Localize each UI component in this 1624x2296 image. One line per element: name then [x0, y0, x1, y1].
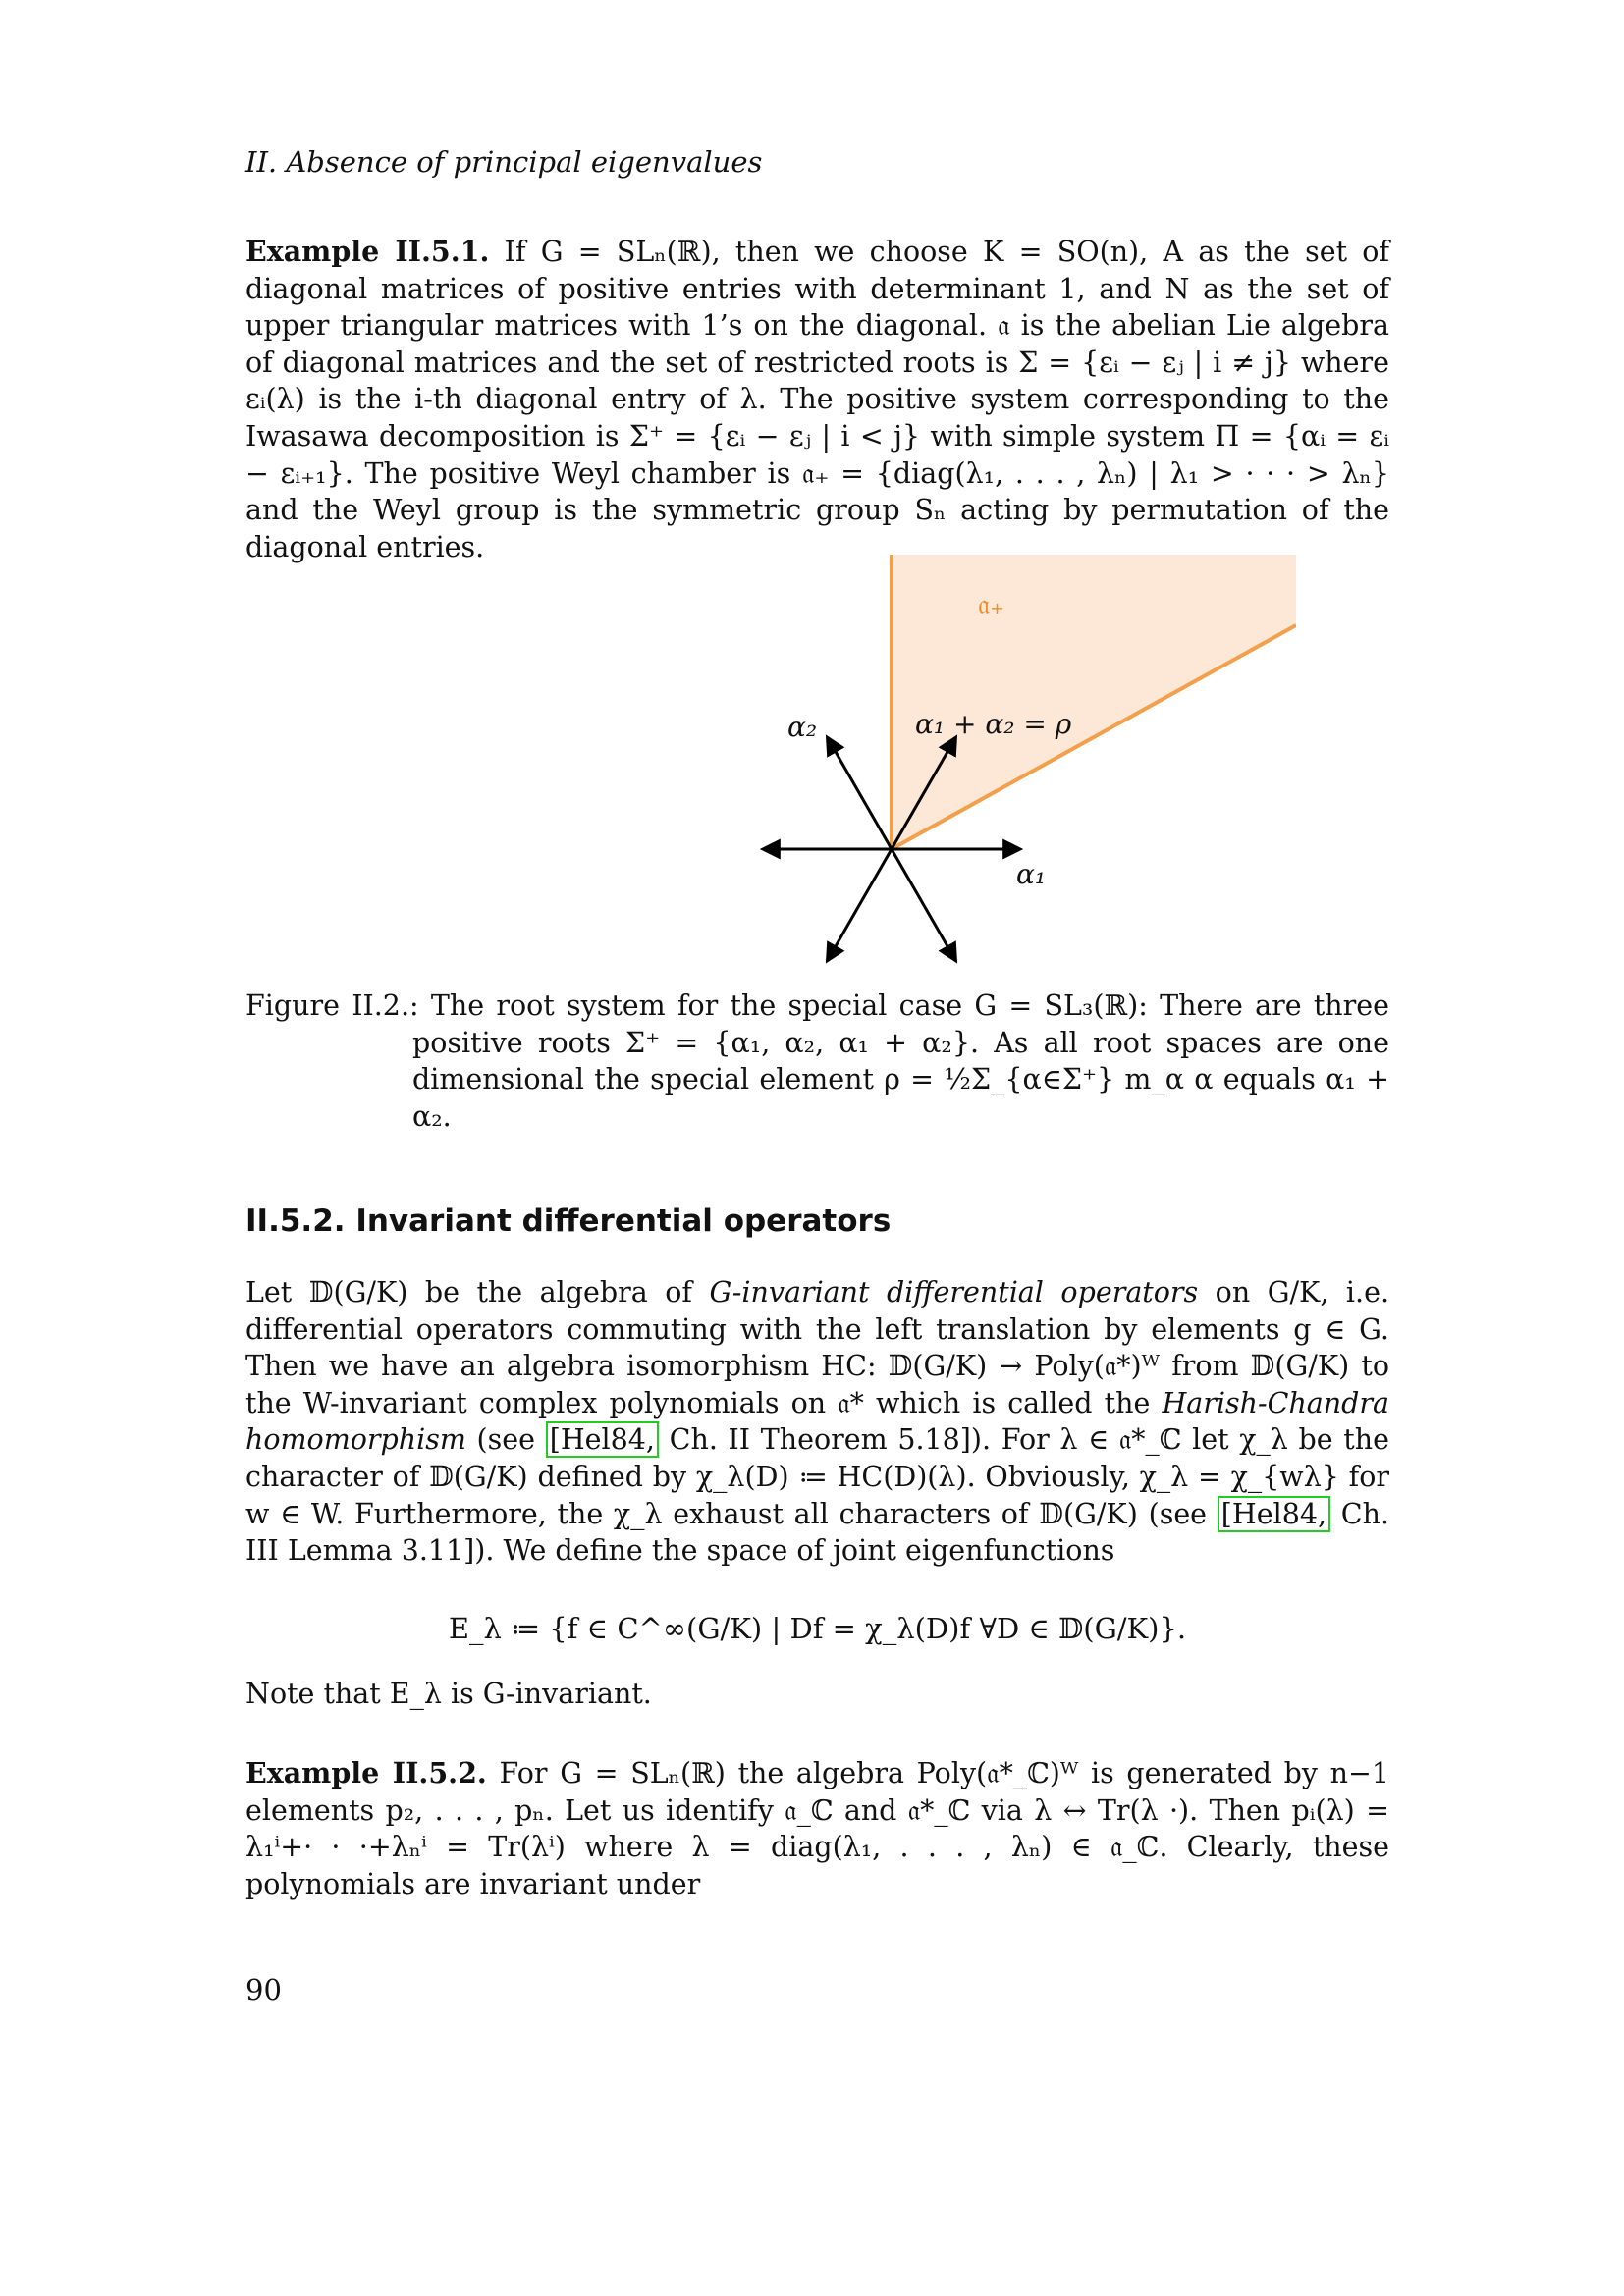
text-run: (see — [465, 1423, 546, 1457]
alpha1-label: α₁ — [1016, 858, 1047, 890]
weyl-chamber-region — [892, 555, 1296, 849]
paragraph-invariant-operators — [245, 1274, 1389, 1570]
chamber-label: 𝔞₊ — [978, 588, 1004, 620]
rho-label: α₁ + α₂ = ρ — [915, 708, 1072, 740]
running-head: II. Absence of principal eigenvalues — [245, 145, 763, 179]
figure-caption — [245, 988, 1389, 1135]
alpha2-label: α₂ — [787, 711, 818, 743]
display-equation: E_λ ≔ {f ∈ C^∞(G/K) | Df = χ_λ(D)f ∀D ∈ 𝔻(G/K)}. — [448, 1612, 1187, 1645]
text-run: Ch. III Lemma 3.11]). We define the space of joint eigenfunctions — [245, 1497, 1390, 1568]
example-body: If G = SLₙ(ℝ), then we choose K = SO(n), A as the set of diagonal matrices of positive entries with determinant 1, and N as the set of upper triangular matrices with 1’s on the diagonal. 𝔞 is the abelian Lie algebra of diagonal matrices and the set of restricted roots is Σ = {εᵢ − εⱼ | i ≠ j} where εᵢ(λ) is the i-th diagonal entry of λ. The positive system corresponding to the Iwasawa decomposition is Σ⁺ = {εᵢ − εⱼ | i < j} with simple system Π = {αᵢ = εᵢ − εᵢ₊₁}. The positive Weyl chamber is 𝔞₊ = {diag(λ₁, . . . , λₙ) | λ₁ > · · · > λₙ} and the Weyl group is the symmetric group Sₙ acting by permutation of the diagonal entries. — [245, 236, 1389, 563]
example-label: Example II.5.2. — [245, 1756, 487, 1789]
root-arrow-neg-rho — [828, 849, 892, 960]
citation-link-hel84[interactable]: [Hel84, — [1218, 1496, 1330, 1532]
example-label: Example II.5.1. — [245, 235, 490, 268]
example-ii-5-1 — [245, 234, 1389, 565]
text-run: Let 𝔻(G/K) be the algebra of — [245, 1276, 710, 1308]
root-system-figure — [746, 555, 1296, 967]
root-arrow-neg-alpha2 — [892, 849, 955, 960]
emphasis: G-invariant differential operators — [709, 1276, 1199, 1308]
caption-label: Figure II.2.: — [245, 989, 419, 1022]
citation-link-hel84[interactable]: [Hel84, — [546, 1421, 659, 1458]
caption-text: The root system for the special case G = SL₃(ℝ): There are three positive roots Σ⁺ = {α₁, α₂, α₁ + α₂}. As all root spaces are one dimensional the special element ρ = ½Σ_{α∈Σ⁺} m_α α equals α₁ + α₂. — [412, 989, 1389, 1133]
emphasis: Harish-Chandra homomorphism — [245, 1386, 1389, 1457]
section-heading: II.5.2. Invariant differential operators — [245, 1203, 892, 1239]
text-run: Ch. II Theorem 5.18]). For λ ∈ 𝔞*_ℂ let χ_λ be the character of 𝔻(G/K) defined by χ_λ(D) ≔ HC(D)(λ). Obviously, χ_λ = χ_{wλ} for w ∈ W. Furthermore, the χ_λ exhaust all characters of 𝔻(G/K) (see — [245, 1423, 1389, 1530]
page-number: 90 — [245, 1973, 282, 2006]
text-run: on G/K, i.e. differential operators commuting with the left translation by elements g ∈ G. Then we have an algebra isomorphism HC: 𝔻(G/K) → Poly(𝔞*)ᵂ from 𝔻(G/K) to the W-invariant complex polynomials on 𝔞* which is called the — [245, 1276, 1390, 1419]
root-arrow-alpha2 — [828, 738, 892, 849]
example-body: For G = SLₙ(ℝ) the algebra Poly(𝔞*_ℂ)ᵂ is generated by n−1 elements p₂, . . . , pₙ. Let us identify 𝔞_ℂ and 𝔞*_ℂ via λ ↔ Tr(λ ·). Then pᵢ(λ) = λ₁ⁱ+· · ·+λₙⁱ = Tr(λⁱ) where λ = diag(λ₁, . . . , λₙ) ∈ 𝔞_ℂ. Clearly, these polynomials are invariant under — [245, 1757, 1389, 1900]
example-ii-5-2 — [245, 1755, 1389, 1902]
note-paragraph: Note that E_λ is G-invariant. — [245, 1678, 652, 1710]
